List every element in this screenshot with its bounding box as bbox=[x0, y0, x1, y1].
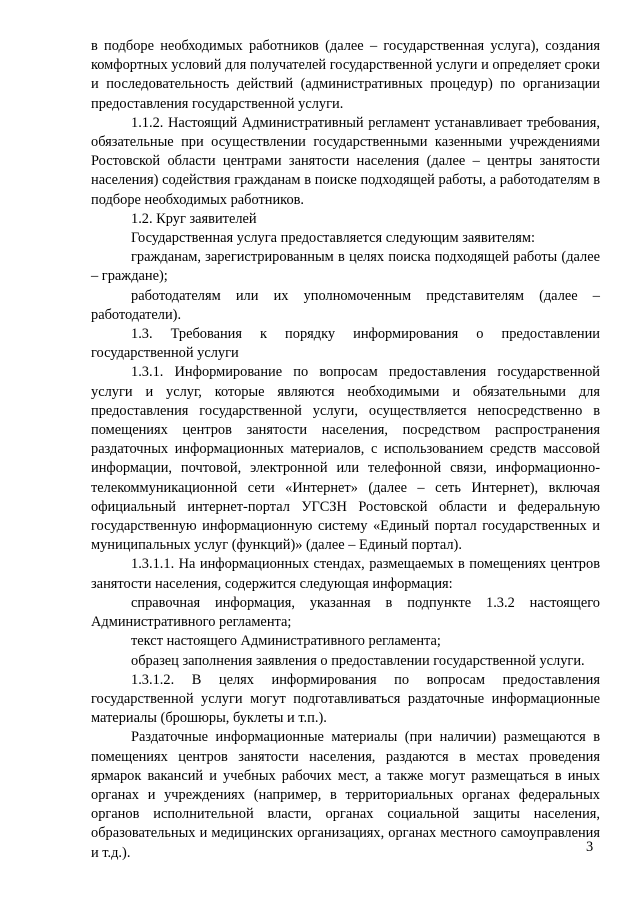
paragraph-applicants-intro: Государственная услуга предоставляется следующим заявителям: bbox=[131, 230, 535, 247]
paragraph-1-3-1-2: 1.3.1.2. В целях информирования по вопросам предоставления государственной услуги могут подготавливаться раздаточные информационные материалы (брошюры, буклеты и т.п.). bbox=[91, 671, 600, 727]
list-item-citizens: гражданам, зарегистрированным в целях поиска подходящей работы (далее – граждане); bbox=[91, 249, 600, 285]
section-heading-1-3: 1.3. Требования к порядку информирования о предоставлении государственной услуги bbox=[91, 326, 600, 362]
section-heading-1-2: 1.2. Круг заявителей bbox=[131, 210, 257, 227]
list-item-regulation-text: текст настоящего Административного регламента; bbox=[131, 633, 441, 650]
list-item-reference-info: справочная информация, указанная в подпункте 1.3.2 настоящего Административного регламента; bbox=[91, 594, 600, 631]
paragraph-handout-materials: Раздаточные информационные материалы (при наличии) размещаются в помещениях центров занятости населения, раздаются в местах проведения ярмарок вакансий и учебных рабочих мест, а также могут размещаться в иных органах и учреждениях (например, в территориальных органах федеральных органов исполнительной власти, органах социальной защиты населения, образовательных и медицинских организациях, органах местного самоуправления и т.д.). bbox=[91, 729, 600, 861]
list-item-employers: работодателям или их уполномоченным представителям (далее – работодатели). bbox=[91, 287, 600, 323]
document-body bbox=[91, 37, 600, 863]
paragraph-1-3-1-1: 1.3.1.1. На информационных стендах, размещаемых в помещениях центров занятости населения, содержится следующая информация: bbox=[91, 556, 600, 592]
paragraph-1-3-1: 1.3.1. Информирование по вопросам предоставления государственной услуги и услуг, которые являются необходимыми и обязательными для предоставления государственной услуги, осуществляется непосредственно в помещениях центров занятости населения, посредством распространения раздаточных информационных материалов, с использованием средств массовой информации, почтовой, электронной или телефонной связи, информационно-телекоммуникационной сети «Интернет» (далее – сеть Интернет), включая официальный интернет-портал УГСЗН Ростовской области и федеральную государственную информационную систему «Единый портал государственных и муниципальных услуг (функций)» (далее – Единый портал). bbox=[91, 364, 600, 554]
paragraph-1-1-2: 1.1.2. Настоящий Административный регламент устанавливает требования, обязательные при осуществлении государственными казенными учреждениями Ростовской области центрами занятости населения (далее – центры занятости населения) содействия гражданам в поиске подходящей работы, а работодателям в подборе необходимых работников. bbox=[91, 114, 600, 208]
page-number: 3 bbox=[586, 839, 594, 855]
list-item-application-sample: образец заполнения заявления о предоставлении государственной услуги. bbox=[131, 652, 585, 669]
paragraph-continuation: в подборе необходимых работников (далее – государственная услуга), создания комфортных условий для получателей государственной услуги и определяет сроки и последовательность действий (административных процедур) по организации предоставления государственной услуги. bbox=[91, 38, 600, 112]
